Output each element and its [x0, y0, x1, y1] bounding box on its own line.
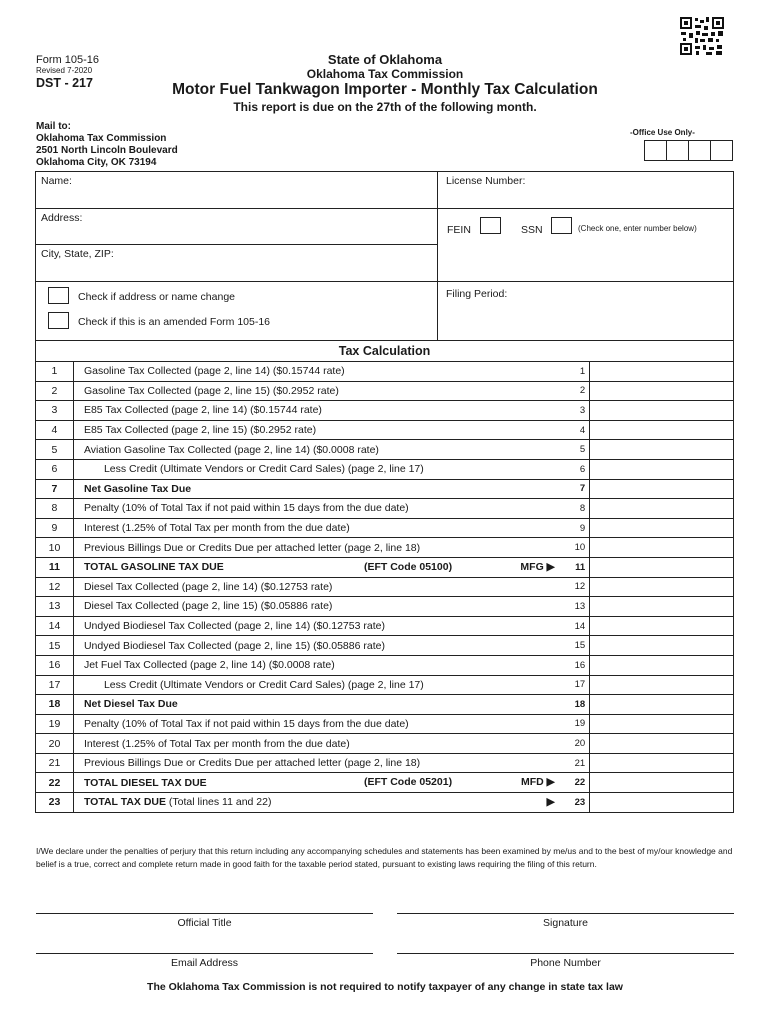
line-ref-number: 12 — [555, 577, 590, 597]
line-description: Previous Billings Due or Credits Due per attached letter (page 2, line 18) — [83, 757, 421, 770]
line-description: E85 Tax Collected (page 2, line 14) ($0.15744 rate) — [83, 404, 322, 417]
office-use-box — [688, 140, 711, 161]
line-number: 7 — [36, 479, 74, 499]
line-description-cell — [73, 401, 554, 421]
line-description-cell — [73, 655, 554, 675]
amended-checkbox[interactable] — [48, 312, 69, 329]
amount-input[interactable] — [590, 616, 734, 636]
line-ref-number: 2 — [555, 381, 590, 401]
line-ref-number: 13 — [555, 597, 590, 617]
line-number: 23 — [36, 793, 74, 813]
amount-input[interactable] — [590, 557, 734, 577]
office-use-label: -Office Use Only- — [630, 128, 695, 137]
line-ref-number: 4 — [555, 420, 590, 440]
mail-line: 2501 North Lincoln Boulevard — [36, 145, 178, 156]
amount-input[interactable] — [590, 459, 734, 479]
line-description-cell — [73, 440, 554, 460]
amount-input[interactable] — [590, 793, 734, 813]
address-change-label: Check if address or name change — [78, 291, 236, 303]
mail-to-address — [36, 121, 178, 169]
line-ref-number: 9 — [555, 518, 590, 538]
agency-heading: Oklahoma Tax Commission — [306, 67, 464, 81]
line-description: Gasoline Tax Collected (page 2, line 15) ($0.2952 rate) — [83, 384, 339, 397]
line-number: 17 — [36, 675, 74, 695]
line-ref-number: 16 — [555, 655, 590, 675]
license-number-field[interactable]: License Number: — [446, 175, 526, 187]
signature-label: Signature — [543, 917, 588, 929]
signature-line[interactable] — [397, 913, 734, 929]
amount-input[interactable] — [590, 401, 734, 421]
official-title-label: Official Title — [177, 917, 232, 929]
line-number: 10 — [36, 538, 74, 558]
code-arrow: MFG ▶ — [520, 560, 555, 573]
filing-period-field[interactable]: Filing Period: — [446, 288, 508, 300]
phone-number-line[interactable] — [397, 953, 734, 969]
line-description-cell — [73, 695, 554, 715]
table-row — [36, 616, 734, 636]
table-row — [36, 440, 734, 460]
table-row — [36, 518, 734, 538]
eft-code: (EFT Code 05201) — [363, 776, 453, 789]
address-field[interactable]: Address: — [41, 212, 83, 224]
office-use-box — [644, 140, 667, 161]
mail-line: Oklahoma City, OK 73194 — [36, 157, 157, 168]
line-description: Undyed Biodiesel Tax Collected (page 2, line 14) ($0.12753 rate) — [83, 620, 385, 633]
line-description: Diesel Tax Collected (page 2, line 15) ($0.05886 rate) — [83, 600, 333, 613]
line-description-cell — [73, 381, 554, 401]
amount-input[interactable] — [590, 381, 734, 401]
line-description: Net Diesel Tax Due — [83, 698, 178, 711]
mail-line: Oklahoma Tax Commission — [36, 133, 167, 144]
footer-notice: The Oklahoma Tax Commission is not required to notify taxpayer of any change in state tax law — [147, 981, 623, 993]
line-description-cell — [73, 538, 554, 558]
line-description: Less Credit (Ultimate Vendors or Credit Card Sales) (page 2, line 17) — [103, 678, 424, 691]
ssn-checkbox[interactable] — [551, 217, 572, 234]
fein-checkbox[interactable] — [480, 217, 501, 234]
declaration-text: I/We declare under the penalties of perjury that this return including any accompanying schedules and statements has been examined by me/us and to the best of my/our knowledge and belief is a true, correct and complete return made in good faith for the taxable period stated, pursuant to existing laws requiring the filing of this return. — [36, 846, 733, 869]
amended-label: Check if this is an amended Form 105-16 — [78, 316, 271, 328]
amount-input[interactable] — [590, 695, 734, 715]
line-description: Interest (1.25% of Total Tax per month from the due date) — [83, 737, 350, 750]
line-number: 13 — [36, 597, 74, 617]
fein-label: FEIN — [447, 224, 471, 236]
line-number: 9 — [36, 518, 74, 538]
line-ref-number: 1 — [555, 362, 590, 382]
office-use-box — [710, 140, 733, 161]
line-ref-number: 20 — [555, 734, 590, 754]
table-row — [36, 362, 734, 382]
city-state-zip-field[interactable]: City, State, ZIP: — [41, 248, 114, 260]
line-ref-number: 6 — [555, 459, 590, 479]
due-notice: This report is due on the 27th of the following month. — [233, 100, 537, 114]
table-row — [36, 538, 734, 558]
ssn-label: SSN — [521, 224, 543, 236]
line-note: (Total lines 11 and 22) — [166, 796, 272, 809]
line-description-cell — [73, 793, 554, 813]
line-number: 4 — [36, 420, 74, 440]
email-address-line[interactable] — [36, 953, 373, 969]
line-ref-number: 22 — [555, 773, 590, 793]
amount-input[interactable] — [590, 636, 734, 656]
line-number: 6 — [36, 459, 74, 479]
line-description-cell — [73, 577, 554, 597]
line-ref-number: 18 — [555, 695, 590, 715]
code-arrow: MFD ▶ — [521, 776, 555, 789]
line-ref-number: 10 — [555, 538, 590, 558]
line-ref-number: 21 — [555, 753, 590, 773]
line-description-cell — [73, 557, 554, 577]
line-description: Penalty (10% of Total Tax if not paid within 15 days from the due date) — [83, 502, 409, 515]
amount-input[interactable] — [590, 499, 734, 519]
table-row — [36, 793, 734, 813]
line-description-cell — [73, 714, 554, 734]
line-description: Diesel Tax Collected (page 2, line 14) ($0.12753 rate) — [83, 580, 333, 593]
table-row — [36, 401, 734, 421]
line-description: Previous Billings Due or Credits Due per attached letter (page 2, line 18) — [83, 541, 421, 554]
line-description: Undyed Biodiesel Tax Collected (page 2, line 15) ($0.05886 rate) — [83, 639, 385, 652]
official-title-line[interactable] — [36, 913, 373, 929]
qr-code-icon — [680, 17, 724, 55]
amount-input[interactable] — [590, 675, 734, 695]
line-description-cell — [73, 675, 554, 695]
table-row — [36, 695, 734, 715]
amount-input[interactable] — [590, 518, 734, 538]
line-description: TOTAL GASOLINE TAX DUE — [83, 561, 224, 574]
line-ref-number: 14 — [555, 616, 590, 636]
table-row — [36, 557, 734, 577]
state-heading: State of Oklahoma — [327, 52, 443, 67]
line-description: Interest (1.25% of Total Tax per month from the due date) — [83, 522, 350, 535]
page-title: Motor Fuel Tankwagon Importer - Monthly Tax Calculation — [172, 81, 598, 98]
line-number: 22 — [36, 773, 74, 793]
amount-input[interactable] — [590, 655, 734, 675]
amount-input[interactable] — [590, 479, 734, 499]
line-number: 15 — [36, 636, 74, 656]
line-description-cell — [73, 773, 554, 793]
eft-code: (EFT Code 05100) — [363, 560, 453, 573]
line-number: 1 — [36, 362, 74, 382]
line-description: Less Credit (Ultimate Vendors or Credit Card Sales) (page 2, line 17) — [103, 463, 424, 476]
table-row — [36, 381, 734, 401]
table-row — [36, 655, 734, 675]
line-description-cell — [73, 636, 554, 656]
email-address-label: Email Address — [170, 957, 239, 969]
table-title: Tax Calculation — [36, 341, 734, 362]
line-description-cell — [73, 499, 554, 519]
amount-input[interactable] — [590, 773, 734, 793]
line-number: 2 — [36, 381, 74, 401]
amount-input[interactable] — [590, 440, 734, 460]
line-number: 8 — [36, 499, 74, 519]
line-description-cell — [73, 362, 554, 382]
line-number: 16 — [36, 655, 74, 675]
line-ref-number: 8 — [555, 499, 590, 519]
form-number: Form 105-16 — [36, 54, 99, 66]
address-change-checkbox[interactable] — [48, 287, 69, 304]
table-row — [36, 753, 734, 773]
line-description: Aviation Gasoline Tax Collected (page 2, line 14) ($0.0008 rate) — [83, 443, 379, 456]
line-description: Jet Fuel Tax Collected (page 2, line 14) ($0.0008 rate) — [83, 659, 335, 672]
amount-input[interactable] — [590, 753, 734, 773]
line-description-cell — [73, 597, 554, 617]
office-use-boxes — [645, 140, 733, 161]
line-description: Gasoline Tax Collected (page 2, line 14) ($0.15744 rate) — [83, 365, 345, 378]
table-row — [36, 734, 734, 754]
line-description-cell — [73, 518, 554, 538]
table-row — [36, 597, 734, 617]
line-description-cell — [73, 459, 554, 479]
phone-number-label: Phone Number — [530, 957, 601, 969]
table-row — [36, 459, 734, 479]
table-row — [36, 636, 734, 656]
check-one-note: (Check one, enter number below) — [578, 224, 697, 233]
line-number: 21 — [36, 753, 74, 773]
table-row — [36, 675, 734, 695]
mail-label: Mail to: — [36, 121, 71, 132]
line-description-cell — [73, 616, 554, 636]
line-description-cell — [73, 479, 554, 499]
table-row — [36, 714, 734, 734]
table-row — [36, 499, 734, 519]
name-field[interactable]: Name: — [41, 175, 72, 187]
line-description: Net Gasoline Tax Due — [83, 482, 192, 495]
tax-calculation-table — [35, 340, 734, 813]
line-number: 5 — [36, 440, 74, 460]
line-number: 19 — [36, 714, 74, 734]
line-description: TOTAL DIESEL TAX DUE — [83, 776, 207, 789]
line-ref-number: 7 — [555, 479, 590, 499]
line-description: E85 Tax Collected (page 2, line 15) ($0.2952 rate) — [83, 424, 317, 437]
line-ref-number: 17 — [555, 675, 590, 695]
line-number: 12 — [36, 577, 74, 597]
amount-input[interactable] — [590, 362, 734, 382]
line-ref-number: 3 — [555, 401, 590, 421]
table-row — [36, 420, 734, 440]
line-number: 11 — [36, 557, 74, 577]
table-row — [36, 577, 734, 597]
office-use-box — [666, 140, 689, 161]
amount-input[interactable] — [590, 577, 734, 597]
table-row — [36, 773, 734, 793]
line-ref-number: 5 — [555, 440, 590, 460]
table-row — [36, 479, 734, 499]
dst-code: DST - 217 — [36, 76, 93, 90]
line-description-cell — [73, 753, 554, 773]
line-number: 14 — [36, 616, 74, 636]
amount-input[interactable] — [590, 420, 734, 440]
amount-input[interactable] — [590, 714, 734, 734]
amount-input[interactable] — [590, 538, 734, 558]
line-description-cell — [73, 734, 554, 754]
line-ref-number: 15 — [555, 636, 590, 656]
code-arrow: ▶ — [546, 796, 555, 809]
line-ref-number: 19 — [555, 714, 590, 734]
amount-input[interactable] — [590, 734, 734, 754]
line-description: TOTAL TAX DUE — [83, 796, 167, 809]
line-number: 20 — [36, 734, 74, 754]
line-ref-number: 11 — [555, 557, 590, 577]
line-description: Penalty (10% of Total Tax if not paid within 15 days from the due date) — [83, 717, 409, 730]
line-number: 18 — [36, 695, 74, 715]
line-description-cell — [73, 420, 554, 440]
line-ref-number: 23 — [555, 793, 590, 813]
amount-input[interactable] — [590, 597, 734, 617]
revised-date: Revised 7-2020 — [36, 66, 93, 75]
line-number: 3 — [36, 401, 74, 421]
